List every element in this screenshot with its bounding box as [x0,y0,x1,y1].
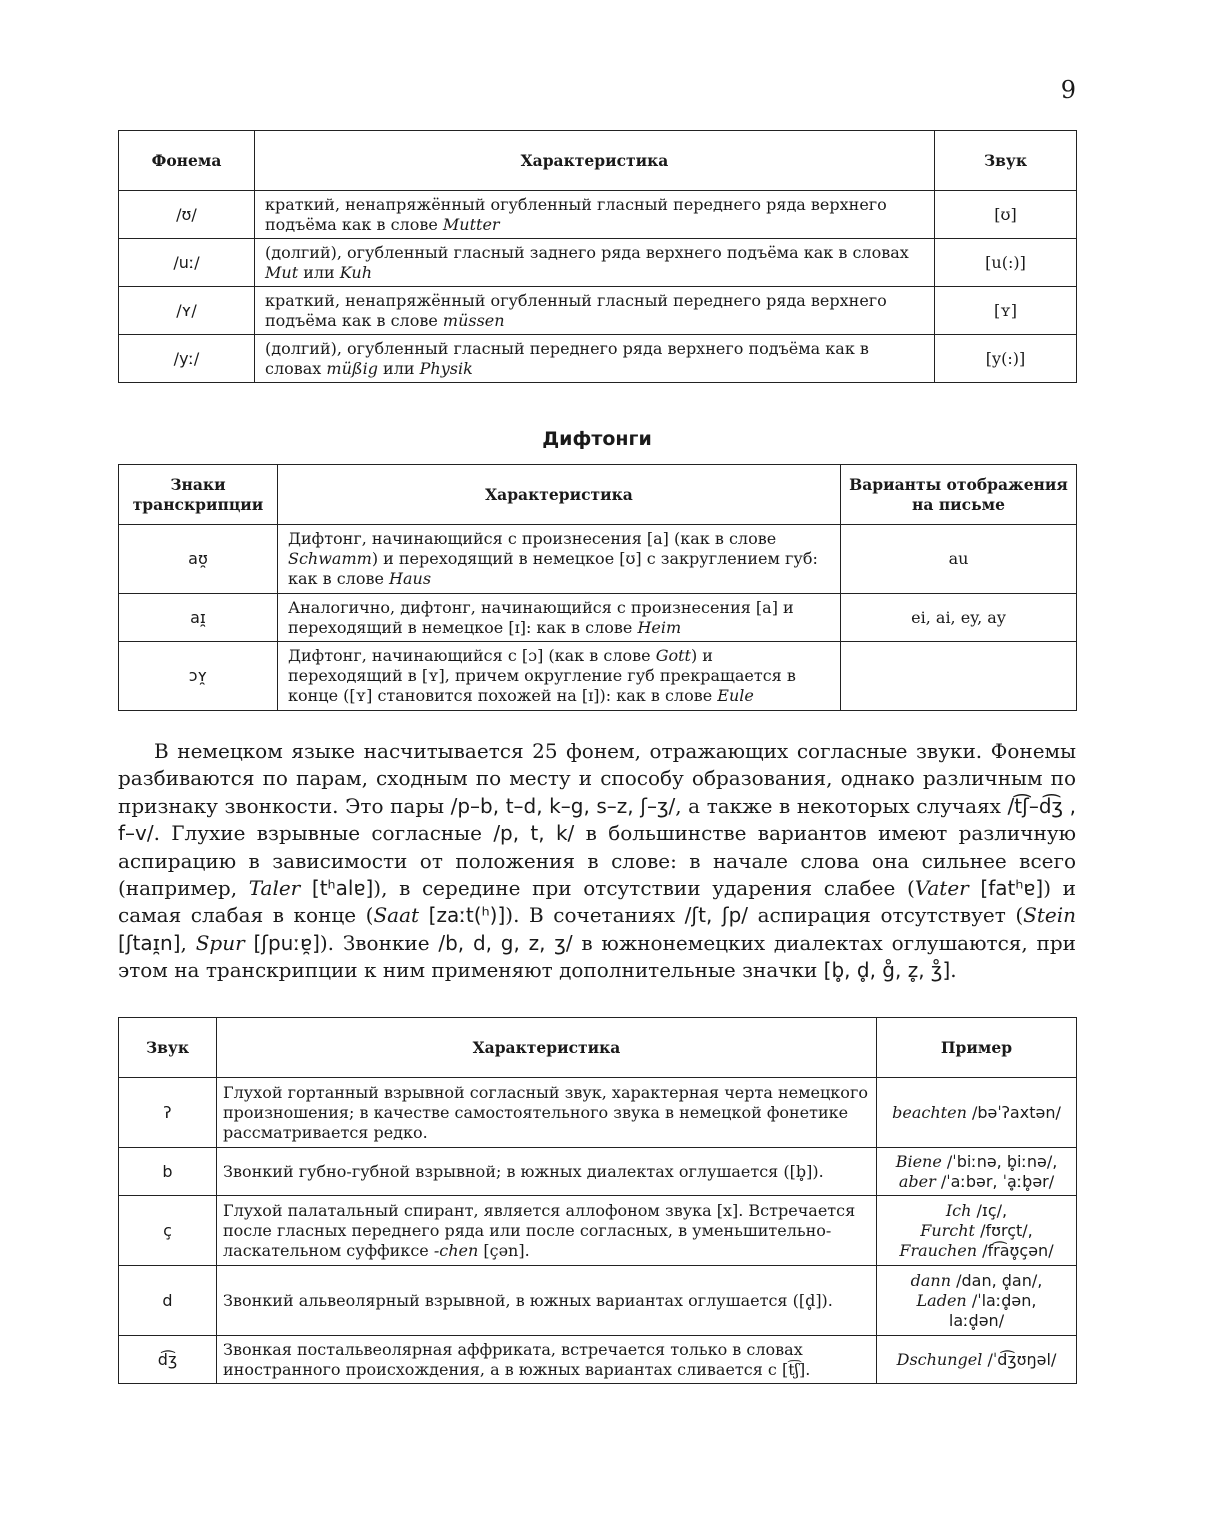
column-header: Звук [935,131,1077,191]
table-row [119,287,1077,335]
phoneme-cell: /ʏ/ [119,287,255,335]
description-cell: Звонкий губно-губной взрывной; в южных диалектах оглушается ([b̥]). [217,1148,877,1196]
description-cell: Дифтонг, начинающийся с [ɔ] (как в слове Gott) и переходящий в [ʏ], причем округление губ прекращается в конце ([ʏ] становится похожей на [ɪ]): как в слове Eule [278,642,841,711]
table-row [119,525,1077,594]
table-row [119,1336,1077,1384]
phoneme-cell: /yː/ [119,335,255,383]
transcription-cell: aɪ̯ [119,594,278,642]
example-cell: dann /dan, d̥an/, Laden /ˈlaːd̥ən, laːd̥ən/ [877,1266,1077,1336]
sound-cell: d [119,1266,217,1336]
table-row [119,191,1077,239]
transcription-cell: ɔʏ̯ [119,642,278,711]
sound-cell: [ʏ] [935,287,1077,335]
section-title: Дифтонги [542,428,652,450]
table-row [119,335,1077,383]
table-header-row [119,465,1077,525]
column-header: Звук [119,1018,217,1078]
column-header: Характеристика [255,131,935,191]
vowels-table [118,130,1077,383]
column-header: Фонема [119,131,255,191]
table-header-row [119,131,1077,191]
table-row [119,594,1077,642]
sound-cell: b [119,1148,217,1196]
sound-cell: ç [119,1196,217,1266]
body-paragraph [118,738,1076,985]
description-cell: Звонкий альвеолярный взрывной, в южных вариантах оглушается ([d̥]). [217,1266,877,1336]
table-header-row [119,1018,1077,1078]
sound-cell: [ʊ] [935,191,1077,239]
consonants-table [118,1017,1077,1384]
sound-cell: [u(:)] [935,239,1077,287]
example-cell: Ich /ɪç/, Furcht /fʊrçt/, Frauchen /fr͡aʊ̥çən/ [877,1196,1077,1266]
table-row [119,1078,1077,1148]
table-row [119,1148,1077,1196]
example-cell: Dschungel /ˈd͡ʒʊŋəl/ [877,1336,1077,1384]
column-header: Характеристика [217,1018,877,1078]
variants-cell: ei, ai, ey, ay [841,594,1077,642]
table-row [119,1266,1077,1336]
description-cell: (долгий), огубленный гласный переднего ряда верхнего подъёма как в словах müßig или Physik [255,335,935,383]
description-cell: Аналогично, дифтонг, начинающийся с произнесения [a] и переходящий в немецкое [ɪ]: как в слове Heim [278,594,841,642]
table-row [119,239,1077,287]
paragraph-text: В немецком языке насчитывается 25 фонем, отражающих согласные звуки. Фонемы разбиваются по парам, сходным по месту и способу образования, однако различным по признаку звонкости. Это пары /p–b, t–d, k–g, s–z, ʃ–ʒ/, а также в некоторых случаях /t͡ʃ–d͡ʒ , f–v/. Глухие взрывные согласные /p, t, k/ в большинстве вариантов имеют различную аспирацию в зависимости от положения в слове: в начале слова она сильнее всего (например, Taler [tʰalɐ]), в середине при отсутствии ударения слабее (Vater [fatʰɐ]) и самая слабая в конце (Saat [zaːt(ʰ)]). В сочетаниях /ʃt, ʃp/ аспирация отсутствует (Stein [ʃtaɪ̯n], Spur [ʃpuːɐ̯]). Звонкие /b, d, g, z, ʒ/ в южнонемецких диалектах оглушаются, при этом на транскрипции к ним применяют дополнительные значки [b̥, d̥, g̊, z̥, ʒ̊]. [118,739,1077,983]
sound-cell: d͡ʒ [119,1336,217,1384]
diphthongs-table [118,464,1077,711]
description-cell: Глухой гортанный взрывной согласный звук, характерная черта немецкого произношения; в качестве самостоятельного звука в немецкой фонетике рассматривается редко. [217,1078,877,1148]
column-header: Пример [877,1018,1077,1078]
column-header: Знаки транскрипции [119,465,278,525]
sound-cell: ʔ [119,1078,217,1148]
table-row [119,642,1077,711]
phoneme-cell: /ʊ/ [119,191,255,239]
column-header: Варианты отображения на письме [841,465,1077,525]
phoneme-cell: /uː/ [119,239,255,287]
description-cell: краткий, ненапряжённый огубленный гласный переднего ряда верхнего подъёма как в слове müssen [255,287,935,335]
description-cell: Дифтонг, начинающийся с произнесения [a] (как в слове Schwamm) и переходящий в немецкое [ʊ] с закруглением губ: как в слове Haus [278,525,841,594]
page-number: 9 [1060,76,1076,104]
sound-cell: [y(:)] [935,335,1077,383]
column-header: Характеристика [278,465,841,525]
description-cell: Звонкая постальвеолярная аффриката, встречается только в словах иностранного происхождения, а в южных вариантах сливается с [t͡ʃ]. [217,1336,877,1384]
example-cell: beachten /bəˈʔaxtən/ [877,1078,1077,1148]
variants-cell: au [841,525,1077,594]
description-cell: Глухой палатальный спирант, является аллофоном звука [x]. Встречается после гласных переднего ряда или после согласных, в уменьшительно-ласкательном суффиксе -chen [çən]. [217,1196,877,1266]
description-cell: краткий, ненапряжённый огубленный гласный переднего ряда верхнего подъёма как в слове Mutter [255,191,935,239]
transcription-cell: aʊ̯ [119,525,278,594]
description-cell: (долгий), огубленный гласный заднего ряда верхнего подъёма как в словах Mut или Kuh [255,239,935,287]
variants-cell [841,642,1077,711]
table-row [119,1196,1077,1266]
example-cell: Biene /ˈbiːnə, b̥iːnə/, aber /ˈaːbər, ˈḁːb̥ər/ [877,1148,1077,1196]
